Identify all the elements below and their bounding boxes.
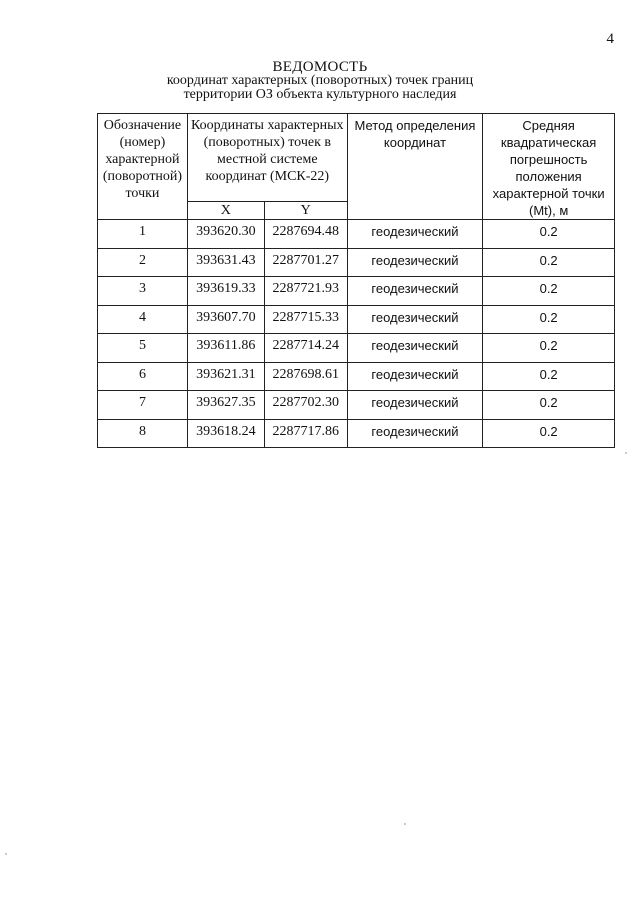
- error-cell: 0.2: [483, 419, 615, 448]
- error-cell: 0.2: [483, 220, 615, 249]
- table-row: [98, 220, 615, 249]
- point-number-cell: 6: [98, 362, 188, 391]
- x-coordinate-cell: 393620.30: [187, 220, 264, 249]
- title-line-1: координат характерных (поворотных) точек границ: [166, 73, 474, 88]
- x-coordinate-cell: 393621.31: [187, 362, 264, 391]
- table-row: [98, 419, 615, 448]
- table-row: [98, 305, 615, 334]
- y-coordinate-cell: 2287717.86: [264, 419, 347, 448]
- method-cell: геодезический: [347, 334, 483, 363]
- header-coordinates: Координаты характерных (поворотных) точек в местной системе координат (МСК-22): [187, 114, 347, 202]
- method-cell: геодезический: [347, 391, 483, 420]
- error-cell: 0.2: [483, 362, 615, 391]
- method-cell: геодезический: [347, 305, 483, 334]
- table-row: [98, 334, 615, 363]
- header-designation: Обозначение (номер) характерной (поворотной) точки: [98, 114, 188, 220]
- x-coordinate-cell: 393611.86: [187, 334, 264, 363]
- table-row: [98, 362, 615, 391]
- title-main: ВЕДОМОСТЬ: [272, 59, 368, 75]
- x-coordinate-cell: 393618.24: [187, 419, 264, 448]
- method-cell: геодезический: [347, 419, 483, 448]
- y-coordinate-cell: 2287701.27: [264, 248, 347, 277]
- y-coordinate-cell: 2287715.33: [264, 305, 347, 334]
- y-coordinate-cell: 2287694.48: [264, 220, 347, 249]
- point-number-cell: 1: [98, 220, 188, 249]
- error-cell: 0.2: [483, 334, 615, 363]
- x-coordinate-cell: 393607.70: [187, 305, 264, 334]
- document-title: [0, 60, 640, 102]
- header-error: Средняя квадратическая погрешность положения характерной точки (Mt), м: [483, 114, 615, 220]
- method-cell: геодезический: [347, 248, 483, 277]
- y-coordinate-cell: 2287698.61: [264, 362, 347, 391]
- scan-speck: [404, 823, 406, 825]
- point-number-cell: 7: [98, 391, 188, 420]
- y-coordinate-cell: 2287721.93: [264, 277, 347, 306]
- y-coordinate-cell: 2287714.24: [264, 334, 347, 363]
- point-number-cell: 5: [98, 334, 188, 363]
- scan-speck: [625, 452, 627, 454]
- point-number-cell: 3: [98, 277, 188, 306]
- method-cell: геодезический: [347, 277, 483, 306]
- x-coordinate-cell: 393627.35: [187, 391, 264, 420]
- table-row: [98, 248, 615, 277]
- coordinates-table: [97, 113, 615, 448]
- method-cell: геодезический: [347, 362, 483, 391]
- error-cell: 0.2: [483, 277, 615, 306]
- y-coordinate-cell: 2287702.30: [264, 391, 347, 420]
- x-coordinate-cell: 393631.43: [187, 248, 264, 277]
- point-number-cell: 4: [98, 305, 188, 334]
- title-line-2: территории ОЗ объекта культурного наследия: [183, 87, 457, 102]
- error-cell: 0.2: [483, 305, 615, 334]
- point-number-cell: 8: [98, 419, 188, 448]
- header-x: X: [187, 202, 264, 220]
- method-cell: геодезический: [347, 220, 483, 249]
- table-row: [98, 391, 615, 420]
- error-cell: 0.2: [483, 248, 615, 277]
- error-cell: 0.2: [483, 391, 615, 420]
- table-row: [98, 277, 615, 306]
- x-coordinate-cell: 393619.33: [187, 277, 264, 306]
- scan-speck: [5, 853, 7, 855]
- point-number-cell: 2: [98, 248, 188, 277]
- header-method: Метод определения координат: [347, 114, 483, 220]
- header-y: Y: [264, 202, 347, 220]
- page-number: 4: [606, 31, 614, 47]
